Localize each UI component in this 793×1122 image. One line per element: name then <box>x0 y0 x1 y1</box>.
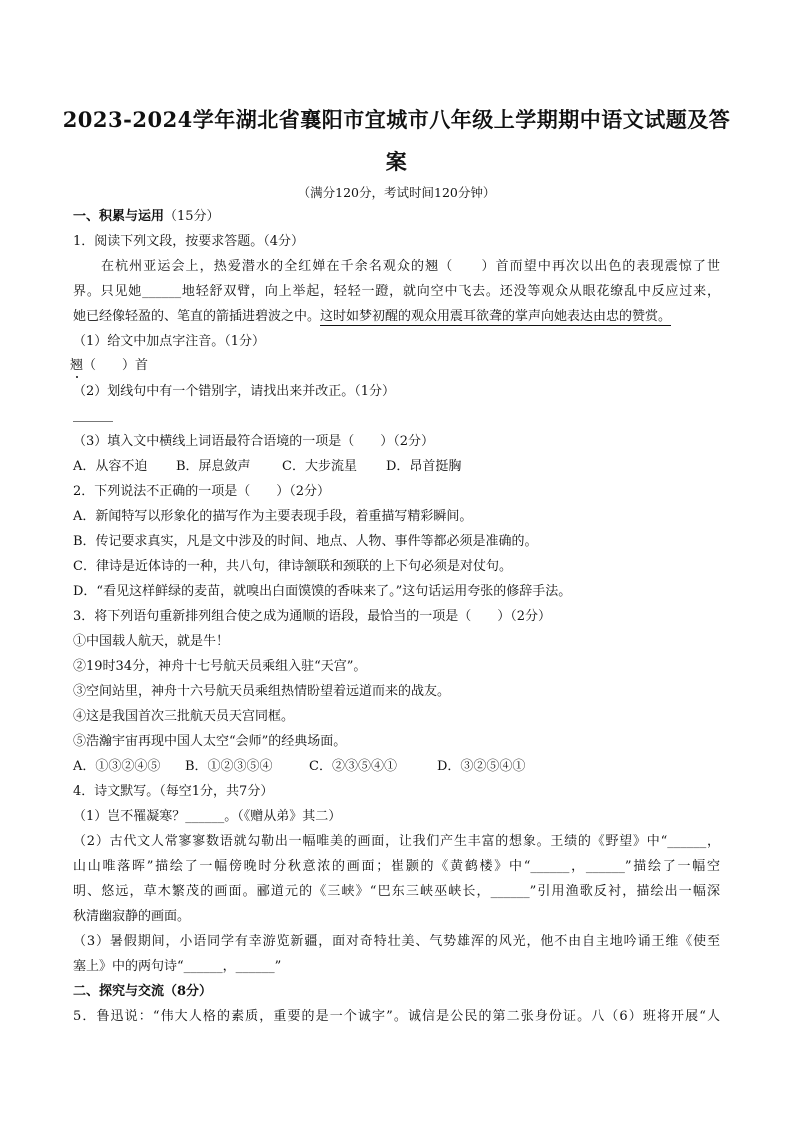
dotted-character: 翘 <box>70 358 84 373</box>
option-a: A．①③②④⑤ <box>73 759 161 774</box>
q1-sub1-blank: （ ）首 <box>83 358 149 373</box>
q2-option-b: B．传记要求真实，凡是文中涉及的时间、地点、人物、事件等都必须是准确的。 <box>73 534 538 549</box>
option-c: C．大步流星 <box>282 459 357 474</box>
q2-option-a: A．新闻特写以形象化的描写作为主要表现手段，着重描写精彩瞬间。 <box>73 509 473 524</box>
option-c: C．②③⑤④① <box>309 759 397 774</box>
q3-item-3: ③空间站里，神舟十六号航天员乘组热情盼望着远道而来的战友。 <box>73 684 451 699</box>
section-title: 一、积累与运用 <box>73 209 165 224</box>
question-4-stem: 4．诗文默写。（每空1分，共7分） <box>73 784 274 799</box>
option-d: D．昂首挺胸 <box>386 459 462 474</box>
q4-sub2-line-1: （2）古代文人常寥寥数语就勾勒出一幅唯美的画面，让我们产生丰富的想象。王绩的《野望》中“______， <box>73 834 720 849</box>
q4-sub3-line-2: 塞上》中的两句诗“______，______” <box>73 959 282 974</box>
question-1-stem: 1．阅读下列文段，按要求答题。（4分） <box>73 234 305 249</box>
q4-sub1: （1）岂不罹凝寒？______。（《赠从弟》其二） <box>73 809 342 824</box>
question-2-stem: 2．下列说法不正确的一项是（ ）（2分） <box>73 484 331 499</box>
q1-passage-line-2: 界。只见她______地轻舒双臂，向上举起，轻轻一蹬，就向空中飞去。还没等观众从眼花缭乱中反应过来， <box>73 284 720 299</box>
q1-passage-line-3 <box>73 309 671 325</box>
q2-option-c: C．律诗是近体诗的一种，共八句，律诗颔联和颈联的上下句必须是对仗句。 <box>73 559 512 574</box>
section-heading-2 <box>73 984 212 1000</box>
section-title: 二、探究与交流 <box>73 984 165 999</box>
q1-underlined-sentence: 这时如梦初醒的观众用震耳欲聋的掌声向她表达由忠的赞赏。 <box>320 309 672 324</box>
q1-sub3-options <box>73 459 461 475</box>
option-b: B．屏息敛声 <box>176 459 251 474</box>
q1-passage-line-1: 在杭州亚运会上，热爱潜水的全红婵在千余名观众的翘（ ）首而望中再次以出色的表现震惊了世 <box>101 259 720 274</box>
q3-options <box>73 759 525 775</box>
section-heading-1 <box>73 209 220 225</box>
q3-item-4: ④这是我国首次三批航天员天宫同框。 <box>73 709 295 724</box>
q4-sub2-line-4: 秋清幽寂静的画面。 <box>73 909 191 924</box>
q1-sub3: （3）填入文中横线上词语最符合语境的一项是（ ）（2分） <box>73 434 435 449</box>
section-score: （15分） <box>164 209 220 224</box>
page-title-continued: 案 <box>385 149 408 174</box>
option-a: A．从容不迫 <box>73 459 148 474</box>
question-3-stem: 3．将下列语句重新排列组合使之成为通顺的语段，最恰当的一项是（ ）（2分） <box>73 609 552 624</box>
answer-line <box>73 421 113 422</box>
q4-sub2-line-3: 明、悠远，草木繁茂的画面。郦道元的《三峡》“巴东三峡巫峡长，______”引用渔歌反衬，描绘出一幅深 <box>73 884 720 899</box>
q1-sub2: （2）划线句中有一个错别字，请找出来并改正。（1分） <box>73 384 396 399</box>
q3-item-1: ①中国载人航天，就是牛！ <box>73 634 230 649</box>
q3-item-2: ②19时34分，神舟十七号航天员乘组入驻“天宫”。 <box>73 659 367 674</box>
q4-sub2-line-2: 山山唯落晖”描绘了一幅傍晚时分秋意浓的画面；崔颢的《黄鹤楼》中“______，______”描绘了一幅空 <box>73 859 720 874</box>
q2-option-d: D．“看见这样鲜绿的麦苗，就嗅出白面馍馍的香味来了。”这句话运用夸张的修辞手法。 <box>73 584 572 599</box>
q1-sub1-answer <box>70 358 148 374</box>
option-b: B．①②③⑤④ <box>185 759 273 774</box>
q1-passage-text: 她已经像轻盈的、笔直的箭插进碧波之中。 <box>73 309 321 324</box>
q4-sub3-line-1: （3）暑假期间，小语同学有幸游览新疆，面对奇特壮美、气势雄浑的风光，他不由自主地吟诵王维《使至 <box>73 934 720 949</box>
q3-item-5: ⑤浩瀚宇宙再现中国人太空“会师”的经典场面。 <box>73 734 347 749</box>
question-5-stem: 5．鲁迅说：“伟大人格的素质，重要的是一个诚字”。诚信是公民的第二张身份证。八（6）班将开展“人 <box>73 1009 720 1024</box>
page-title: 2023-2024学年湖北省襄阳市宜城市八年级上学期期中语文试题及答 <box>62 107 731 132</box>
option-d: D．③②⑤④① <box>437 759 526 774</box>
exam-info: （满分120分，考试时间120分钟） <box>297 185 496 200</box>
q1-sub1: （1）给文中加点字注音。（1分） <box>73 334 266 349</box>
section-score: （8分） <box>164 984 213 999</box>
